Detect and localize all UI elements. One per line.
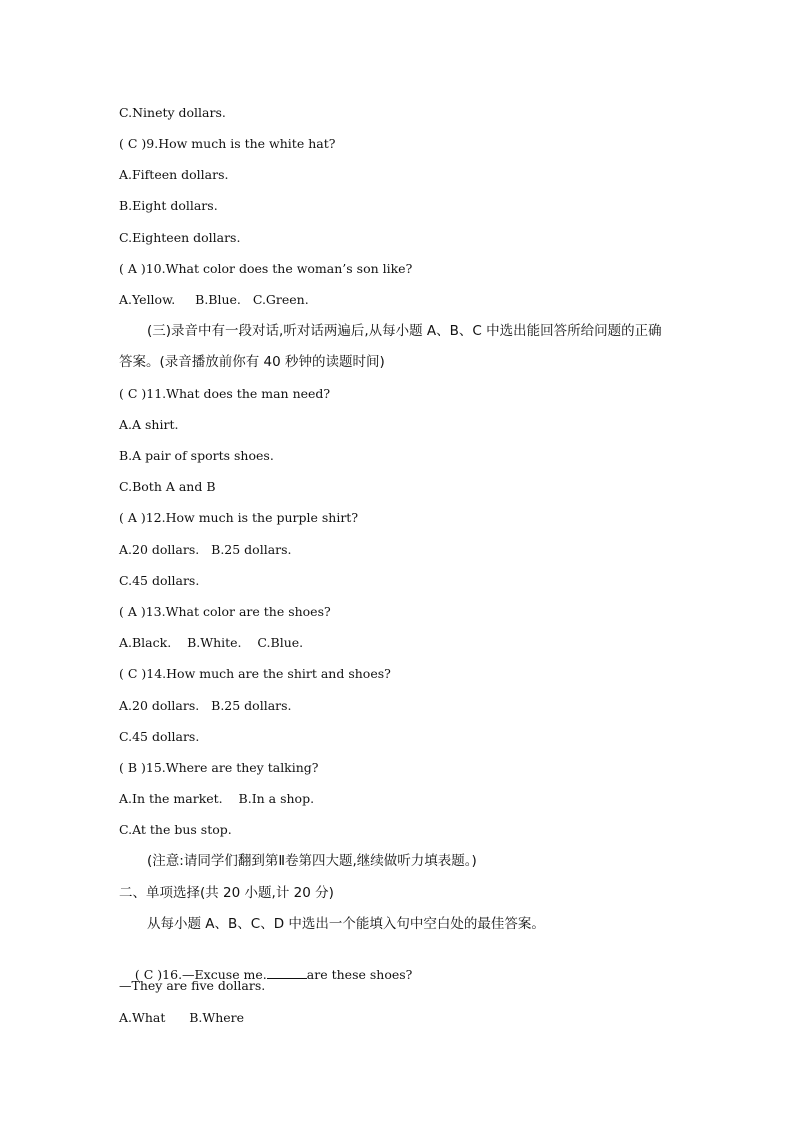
dialogue-line: —They are five dollars.: [119, 978, 266, 993]
question-line: ( B )15.Where are they talking?: [119, 760, 319, 775]
option-line: B.Eight dollars.: [119, 198, 218, 213]
option-line: C.45 dollars.: [119, 573, 200, 588]
option-line: A.Yellow. B.Blue. C.Green.: [119, 292, 309, 307]
option-line: C.Ninety dollars.: [119, 105, 226, 120]
option-line: C.45 dollars.: [119, 729, 200, 744]
question-line: ( A )13.What color are the shoes?: [119, 604, 331, 619]
note-line: (注意:请同学们翻到第Ⅱ卷第四大题,继续做听力填表题。): [147, 853, 477, 869]
question-line: ( C )11.What does the man need?: [119, 386, 331, 401]
option-line: B.A pair of sports shoes.: [119, 448, 274, 463]
question-suffix: are these shoes?: [306, 967, 413, 982]
option-line: C.At the bus stop.: [119, 822, 232, 837]
option-line: A.20 dollars. B.25 dollars.: [119, 542, 292, 557]
question-prefix: ( C )16.—Excuse me.: [134, 967, 267, 982]
section-instruction: (三)录音中有一段对话,听对话两遍后,从每小题 A、B、C 中选出能回答所给问题的正确: [147, 323, 662, 339]
question-line: ( A )10.What color does the woman’s son like?: [119, 261, 413, 276]
section-instruction-continued: 答案。(录音播放前你有 40 秒钟的读题时间): [119, 354, 385, 370]
section-instruction: 从每小题 A、B、C、D 中选出一个能填入句中空白处的最佳答案。: [147, 916, 545, 932]
option-line: A.In the market. B.In a shop.: [119, 791, 315, 806]
option-line: A.Black. B.White. C.Blue.: [119, 635, 304, 650]
question-line: ( C )14.How much are the shirt and shoes?: [119, 666, 391, 681]
question-line: ( A )12.How much is the purple shirt?: [119, 510, 359, 525]
option-line: A.Fifteen dollars.: [119, 167, 229, 182]
option-line: A.20 dollars. B.25 dollars.: [119, 698, 292, 713]
option-line: A.What B.Where: [119, 1010, 245, 1025]
option-line: C.Both A and B: [119, 479, 216, 494]
option-line: A.A shirt.: [119, 417, 179, 432]
section-heading: 二、单项选择(共 20 小题,计 20 分): [119, 885, 334, 901]
question-line: [119, 945, 413, 982]
answer-blank: [267, 965, 307, 979]
option-line: C.Eighteen dollars.: [119, 230, 241, 245]
question-line: ( C )9.How much is the white hat?: [119, 136, 336, 151]
